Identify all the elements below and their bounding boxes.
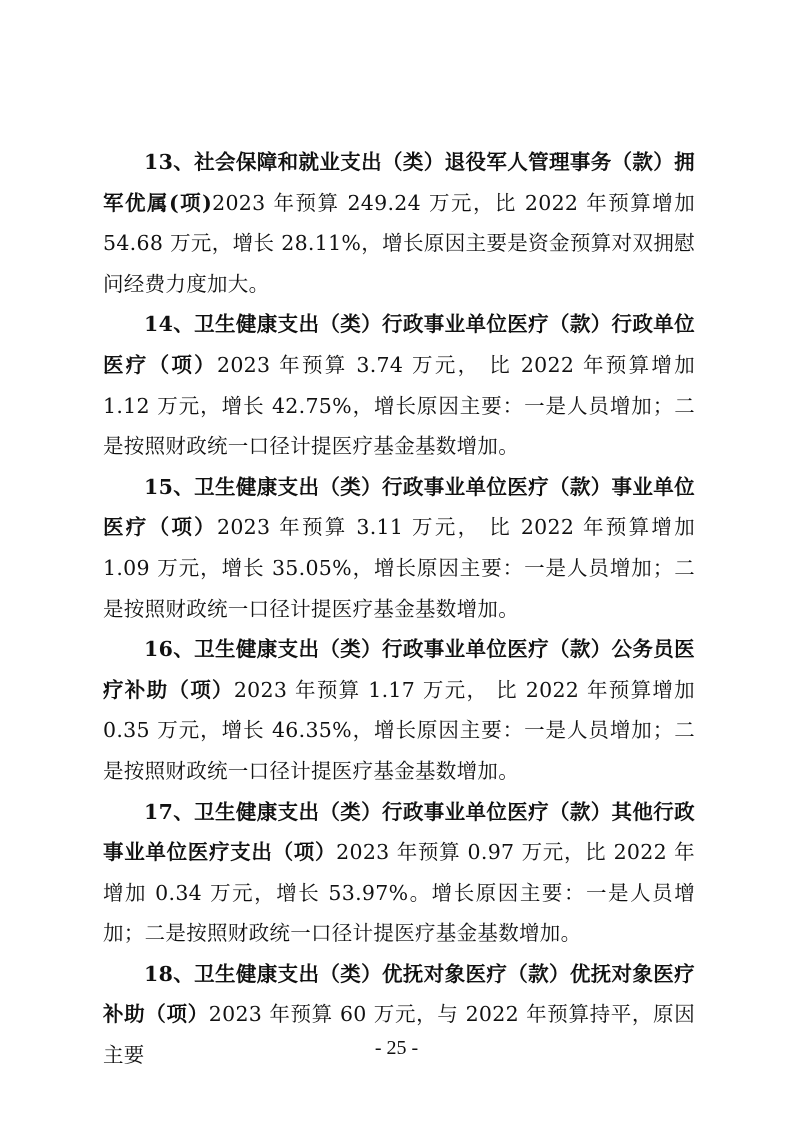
paragraph-heading: 17、卫生健康支出（类）行政事业单位医疗（款）其他行政事业单位医疗支出（项）	[103, 799, 695, 865]
document-body	[103, 142, 695, 1076]
paragraph-heading: 14、卫生健康支出（类）行政事业单位医疗（款）行政单位医疗（项）	[103, 312, 695, 377]
paragraph-text: 2023 年预算 3.74 万元， 比 2022 年预算增加 1.12 万元，增长 42.75%，增长原因主要：一是人员增加；二是按照财政统一口径计提医疗基金基数增加。	[103, 352, 695, 459]
paragraph-heading: 15、卫生健康支出（类）行政事业单位医疗（款）事业单位医疗（项）	[103, 474, 695, 540]
paragraph-17	[103, 792, 695, 954]
paragraph-heading: 16、卫生健康支出（类）行政事业单位医疗（款）公务员医疗补助（项）	[103, 637, 695, 702]
paragraph-16	[103, 629, 695, 791]
paragraph-text: 2023 年预算 1.17 万元， 比 2022 年预算增加 0.35 万元，增长 46.35%，增长原因主要：一是人员增加；二是按照财政统一口径计提医疗基金基数增加。	[103, 677, 695, 783]
page-number: - 25 -	[374, 1037, 419, 1059]
paragraph-heading: 18、卫生健康支出（类）优抚对象医疗（款）优抚对象医疗补助（项）	[103, 961, 695, 1027]
paragraph-text: 2023 年预算 60 万元，与 2022 年预算持平，原因主要	[103, 1002, 696, 1068]
paragraph-13	[103, 142, 695, 304]
paragraph-15	[103, 467, 695, 629]
paragraph-text: 2023 年预算 3.11 万元， 比 2022 年预算增加 1.09 万元，增长 35.05%，增长原因主要：一是人员增加；二是按照财政统一口径计提医疗基金基数增加。	[103, 515, 695, 621]
paragraph-text: 2023 年预算 0.97 万元，比 2022 年增加 0.34 万元，增长 53.97%。增长原因主要：一是人员增加；二是按照财政统一口径计提医疗基金基数增加。	[103, 840, 695, 946]
paragraph-heading: 13、社会保障和就业支出（类）退役军人管理事务（款）拥军优属(项)	[103, 150, 695, 215]
paragraph-14	[103, 304, 695, 466]
paragraph-text: 2023 年预算 249.24 万元，比 2022 年预算增加 54.68 万元，增长 28.11%，增长原因主要是资金预算对双拥慰问经费力度加大。	[103, 190, 696, 296]
